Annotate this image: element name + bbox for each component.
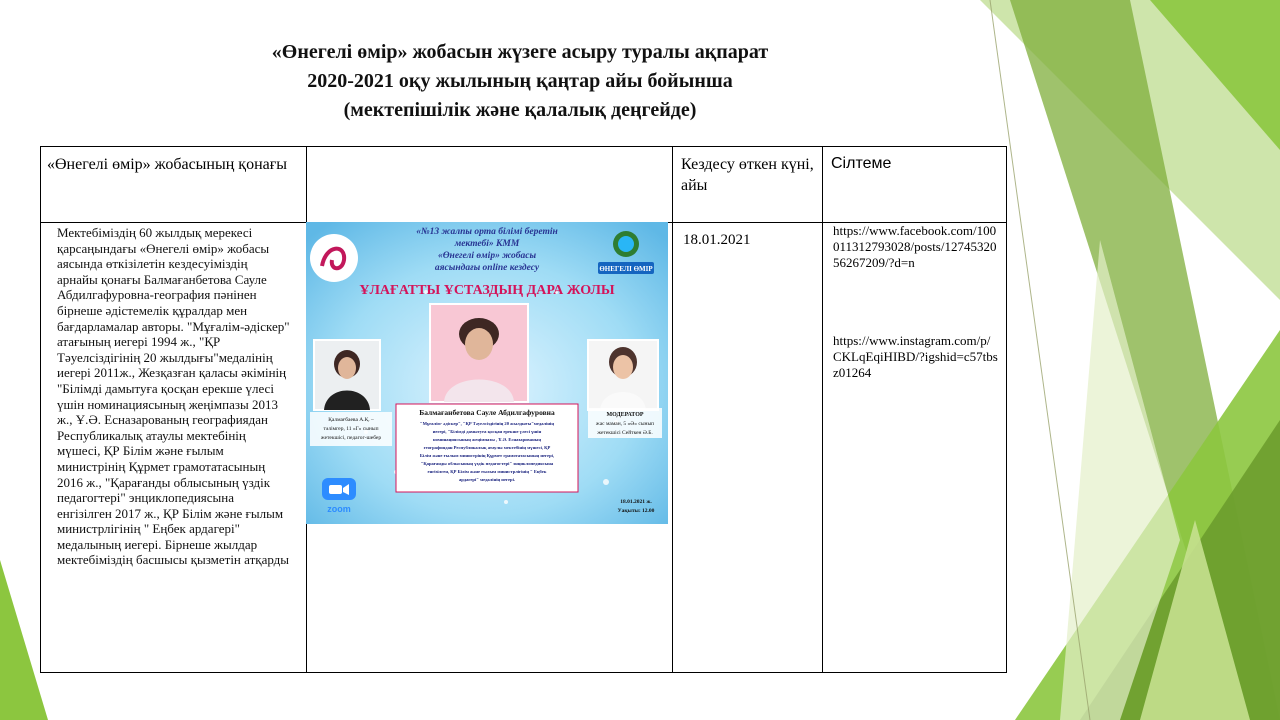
links-cell [823, 223, 1007, 673]
poster-header-line-1: «№13 жалпы орта білімі беретін [416, 227, 558, 237]
event-time: Уақыты: 12.00 [617, 508, 655, 514]
header-date: Кездесу өткен күні, айы [673, 147, 823, 223]
center-text-line-1: "Мұғалім- әдіскер", "ҚР Тәуелсіздігінің 20 жылдығы"медалінің [420, 421, 554, 426]
left-caption-line-3: жетекшісі, педагог-шебер [320, 435, 382, 441]
center-text-line-3: номинациясының жеңімпазы , Ұ.Ә. Есназарованың [433, 437, 541, 442]
left-caption-line-2: тәлімгер, 11 «Г» сынып [323, 426, 379, 432]
facebook-link[interactable]: https://www.facebook.com/100011312793028/posts/1274532056267209/?d=n [833, 223, 997, 270]
table-header-row [41, 147, 1007, 223]
title-line-2: 2020-2021 оқу жылының қаңтар айы бойынша [307, 70, 733, 92]
moderator-title: МОДЕРАТОР [606, 412, 644, 418]
page-title [150, 38, 890, 125]
moderator-line-2: жетекшісі Сейткен Ә.Б. [597, 430, 653, 436]
moderator-line-1: жас маман, 5 «Ә» сынып [595, 421, 655, 427]
tutor-photo [314, 340, 380, 410]
center-text-line-5: Білім және ғылым министрінің Құрмет грамотатасының иегері, [419, 453, 555, 458]
event-date: 18.01.2021 ж. [620, 499, 652, 505]
guest-photo [430, 304, 528, 402]
logo-right-text: ӨНЕГЕЛІ ӨМІР [599, 265, 653, 273]
school-logo [310, 234, 358, 282]
guest-description: Мектебіміздің 60 жылдық мерекесі қарсаңындағы «Өнегелі өмір» жобасы аясында өткізілетін кездесуіміздің арнайы қонағы Балмағанбетова Сауле Абдилгафуровна-география пәнінен бірнеше әдістемелік құралдар мен бағдарламалар авторы. "Мұғалім-әдіскер" атағының иегері 1994 ж., "ҚР Тәуелсіздігінің 20 жылдығы"медалінің иегері 2011ж., Жезқазған қаласы әкімінің "Білімді дамытуға қосқан ерекше үлесі үшін номинациясының жеңімпазы 2013 ж., Ұ.Ә. Есназарованың географиядан Республикалық атаулы мектебінің мүшесі, ҚР Білім және ғылым министрінің Құрмет грамотатасының 2016 ж., "Қарағанды облысының үздік педагогтері" энциклопедиясына енгізілген 2017 ж., ҚР Білім және ғылым министрлігінің " Еңбек ардагері" медалының иегері. Бірнеше жылдар мектебіміздің басшысы қызметін атқарды [41, 223, 307, 673]
poster-header-line-2: мектебі» КММ [454, 239, 520, 249]
poster-banner: ҰЛАҒАТТЫ ҰСТАЗДЫҢ ДАРА ЖОЛЫ [359, 283, 615, 298]
center-text-line-8: ардагері" медалінің иегері. [458, 477, 516, 482]
zoom-label: zoom [327, 504, 351, 514]
instagram-link[interactable]: https://www.instagram.com/p/CKLqEqiHIBD/?igshid=c57tbsz01264 [833, 333, 998, 380]
center-name: Балмағанбетова Сауле Абдилгафуровна [419, 408, 555, 417]
center-text-line-7: енгізілген, ҚР Білім және ғылым министрлігінің " Еңбек [427, 469, 547, 474]
center-text-line-6: "Қарағанды облысының үздік педагогтері" энциклопедиясына [420, 461, 554, 466]
header-guest: «Өнегелі өмір» жобасының қонағы [41, 147, 307, 223]
left-caption-line-1: Қалмағбаева А.Қ. – [328, 417, 374, 423]
event-poster [306, 222, 668, 524]
title-line-3: (мектепішілік және қалалық деңгейде) [343, 99, 697, 121]
poster-header-line-4: аясындағы online кездесу [434, 263, 540, 273]
header-blank [307, 147, 673, 223]
meeting-date: 18.01.2021 [673, 223, 823, 673]
title-line-1: «Өнегелі өмір» жобасын жүзеге асыру туралы ақпарат [271, 41, 769, 63]
center-text-line-4: географиядан Республикалық атаулы мектебінің мүшесі, ҚР [423, 445, 551, 450]
center-text-line-2: иегері, "Білімді дамытуға қосқан ерекше үлесі үшін [432, 429, 542, 434]
poster-header-line-3: «Өнегелі өмір» жобасы [437, 251, 537, 261]
moderator-photo [588, 340, 658, 410]
header-link: Сілтеме [823, 147, 1007, 223]
